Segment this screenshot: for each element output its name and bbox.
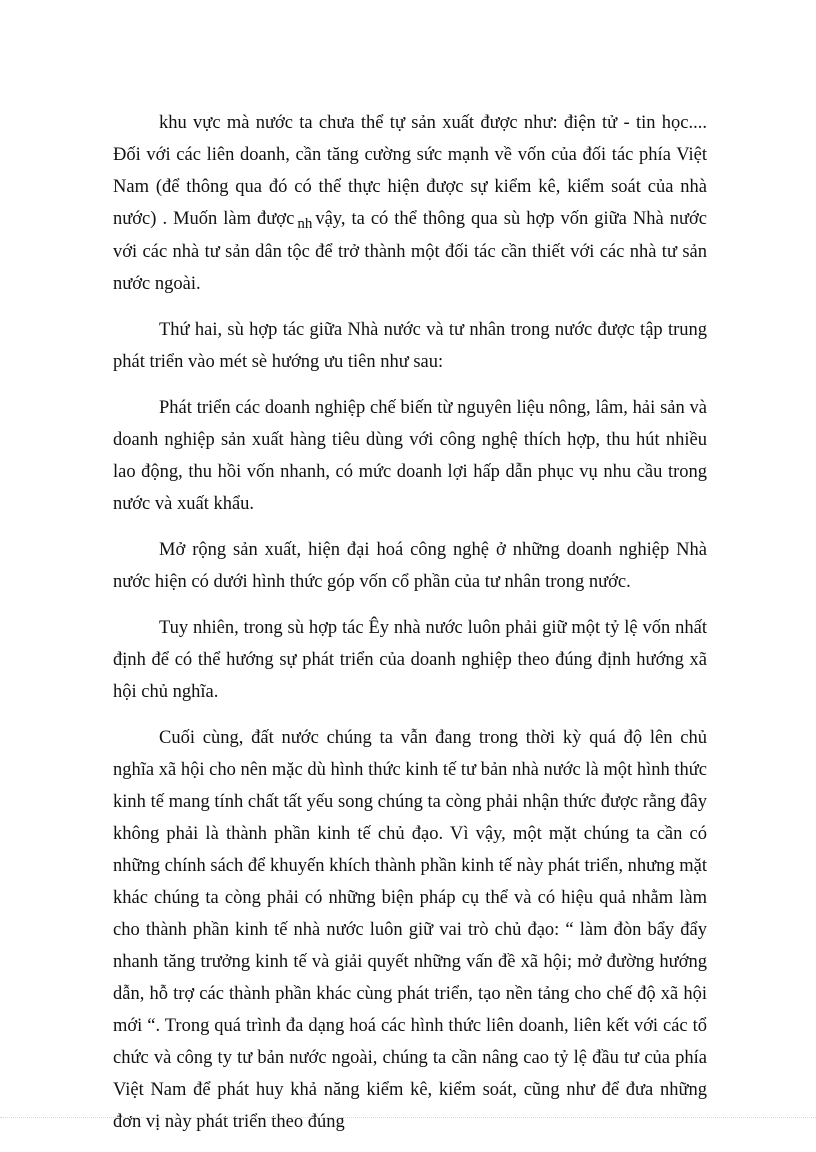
document-body — [113, 107, 707, 1152]
paragraph-4: Mở rộng sản xuất, hiện đại hoá công nghệ ở những doanh nghiệp Nhà nước hiện có dưới hình thức góp vốn cổ phần của tư nhân trong nước. — [113, 540, 707, 592]
paragraph-6: Cuối cùng, đất nước chúng ta vẫn đang trong thời kỳ quá độ lên chủ nghĩa xã hội cho nên mặc dù hình thức kinh tế tư bản nhà nước là một hình thức kinh tế mang tính chất tất yếu song chúng ta còng phải nhận thức được rằng đây không phải là thành phần kinh tế chủ đạo. Vì vậy, một mặt chúng ta cần có những chính sách để khuyến khích thành phần kinh tế này phát triển, nhưng mặt khác chúng ta còng phải có những biện pháp cụ thể và có hiệu quả nhằm làm cho thành phần kinh tế nhà nước luôn giữ vai trò chủ đạo: “ làm đòn bẩy đẩy nhanh tăng trưởng kinh tế và giải quyết những vấn đề xã hội; mở đường hướng dẫn, hỗ trợ các thành phần khác cùng phát triển, tạo nền tảng cho chế độ xã hội mới “. Trong quá trình đa dạng hoá các hình thức liên doanh, liên kết với các tổ chức và công ty tư bản nước ngoài, chúng ta cần nâng cao tỷ lệ đầu tư của phía Việt Nam để phát huy khả năng kiểm kê, kiểm soát, cũng như để đưa những đơn vị này phát triển theo đúng — [113, 728, 707, 1132]
paragraph-1 — [113, 107, 707, 300]
paragraph-1-text-before: khu vực mà nước ta chưa thể tự sản xuất được như: điện tử - tin học.... Đối với các liên doanh, cần tăng cường sức mạnh về vốn của đối tác phía Việt Nam (để thông qua đó có thể thực hiện được sự kiểm kê, kiểm soát của nhà nước) . Muốn làm được — [113, 113, 707, 229]
paragraph-1-inline-fragment: nh — [297, 216, 313, 232]
paragraph-1-text-after: vậy, ta có thể thông qua sù hợp vốn giữa Nhà nước với các nhà tư sản dân tộc để trở thành một đối tác cần thiết với các nhà tư sản nước ngoài. — [113, 209, 707, 294]
paragraph-2: Thứ hai, sù hợp tác giữa Nhà nước và tư nhân trong nước được tập trung phát triển vào mét sè hướng ưu tiên như sau: — [113, 320, 707, 372]
paragraph-3: Phát triển các doanh nghiệp chế biến từ nguyên liệu nông, lâm, hải sản và doanh nghiệp sản xuất hàng tiêu dùng với công nghệ thích hợp, thu hút nhiều lao động, thu hồi vốn nhanh, có mức doanh lợi hấp dẫn phục vụ nhu cầu trong nước và xuất khẩu. — [113, 398, 707, 514]
paragraph-5: Tuy nhiên, trong sù hợp tác Êy nhà nước luôn phải giữ một tỷ lệ vốn nhất định để có thể hướng sự phát triển của doanh nghiệp theo đúng định hướng xã hội chủ nghĩa. — [113, 618, 707, 702]
page-bottom-divider — [0, 1117, 816, 1118]
